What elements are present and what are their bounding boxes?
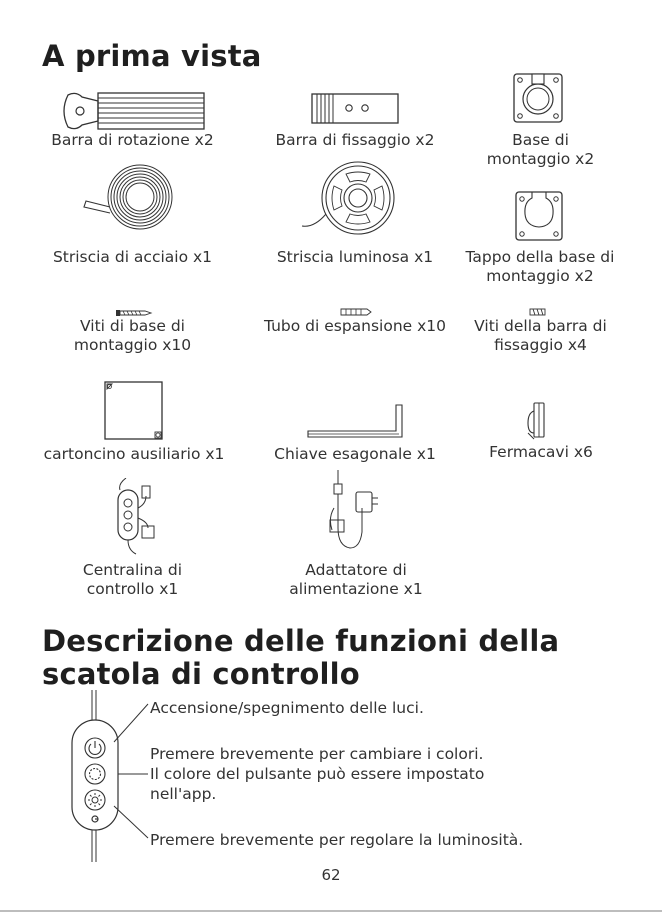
light-strip-illustration (300, 158, 410, 242)
description-color-line1: Premere brevemente per cambiare i colori. (150, 745, 484, 763)
caption-steel-strip: Striscia di acciaio x1 (52, 248, 213, 266)
caption-mount-cap (452, 248, 628, 286)
caption-bar-screws-line1: Viti della barra di (474, 317, 607, 335)
caption-light-strip: Striscia luminosa x1 (276, 248, 434, 266)
caption-control-box-line2: controllo x1 (86, 580, 179, 598)
power-adapter-illustration (318, 468, 388, 554)
caption-rotation-bar: Barra di rotazione x2 (51, 131, 214, 149)
caption-power-adapter (265, 561, 447, 599)
bar-screw-illustration (529, 308, 547, 316)
caption-fixing-bar: Barra di fissaggio x2 (275, 131, 435, 149)
section-title-overview: A prima vista (42, 39, 262, 73)
rotation-bar-illustration (58, 89, 208, 133)
section-title-control-box (42, 625, 559, 691)
mount-base-illustration (512, 72, 564, 124)
control-box-illustration (112, 478, 162, 556)
caption-bar-screws (458, 317, 623, 355)
aux-card-illustration (104, 381, 164, 441)
caption-base-screws (30, 317, 235, 355)
caption-base-screws-line1: Viti di base di (80, 317, 185, 335)
description-power (150, 698, 424, 718)
caption-control-box (45, 561, 220, 599)
expansion-tube-illustration (339, 307, 373, 317)
hex-key-illustration (306, 403, 406, 439)
color-button-icon (85, 764, 105, 784)
fixing-bar-illustration (311, 93, 401, 125)
description-color (150, 744, 484, 804)
caption-base-screws-line2: montaggio x10 (73, 336, 192, 354)
mount-cap-illustration (514, 190, 564, 242)
caption-control-box-line1: Centralina di (82, 561, 183, 579)
caption-mount-base-line1: Base di (512, 131, 569, 149)
caption-power-adapter-line1: Adattatore di (305, 561, 407, 579)
caption-mount-base (458, 131, 623, 169)
control-box-diagram (66, 690, 156, 862)
description-color-line2: Il colore del pulsante può essere impostato (150, 765, 485, 783)
description-brightness (150, 830, 523, 850)
caption-cable-clips: Fermacavi x6 (489, 443, 593, 461)
bottom-rule (0, 910, 662, 912)
steel-strip-illustration (80, 163, 190, 233)
section-title-control-box-line1: Descrizione delle funzioni della (42, 624, 560, 658)
caption-expansion-tube: Tubo di espansione x10 (263, 317, 447, 335)
cable-clip-illustration (526, 401, 548, 441)
caption-mount-cap-line2: montaggio x2 (486, 267, 594, 285)
caption-mount-cap-line1: Tappo della base di (465, 248, 615, 266)
caption-hex-key: Chiave esagonale x1 (274, 445, 436, 463)
caption-power-adapter-line2: alimentazione x1 (289, 580, 423, 598)
description-brightness-line1: Premere brevemente per regolare la luminosità. (150, 831, 524, 849)
caption-mount-base-line2: montaggio x2 (486, 150, 595, 168)
brand-logo-icon (92, 816, 98, 822)
caption-aux-card: cartoncino ausiliario x1 (43, 445, 225, 463)
description-power-line1: Accensione/spegnimento delle luci. (150, 699, 424, 717)
section-title-control-box-line2: scatola di controllo (42, 657, 360, 691)
description-color-line3: nell'app. (150, 785, 217, 803)
brightness-button-icon (85, 790, 105, 810)
power-button-icon (85, 738, 105, 758)
caption-bar-screws-line2: fissaggio x4 (494, 336, 587, 354)
page-number: 62 (321, 866, 341, 884)
